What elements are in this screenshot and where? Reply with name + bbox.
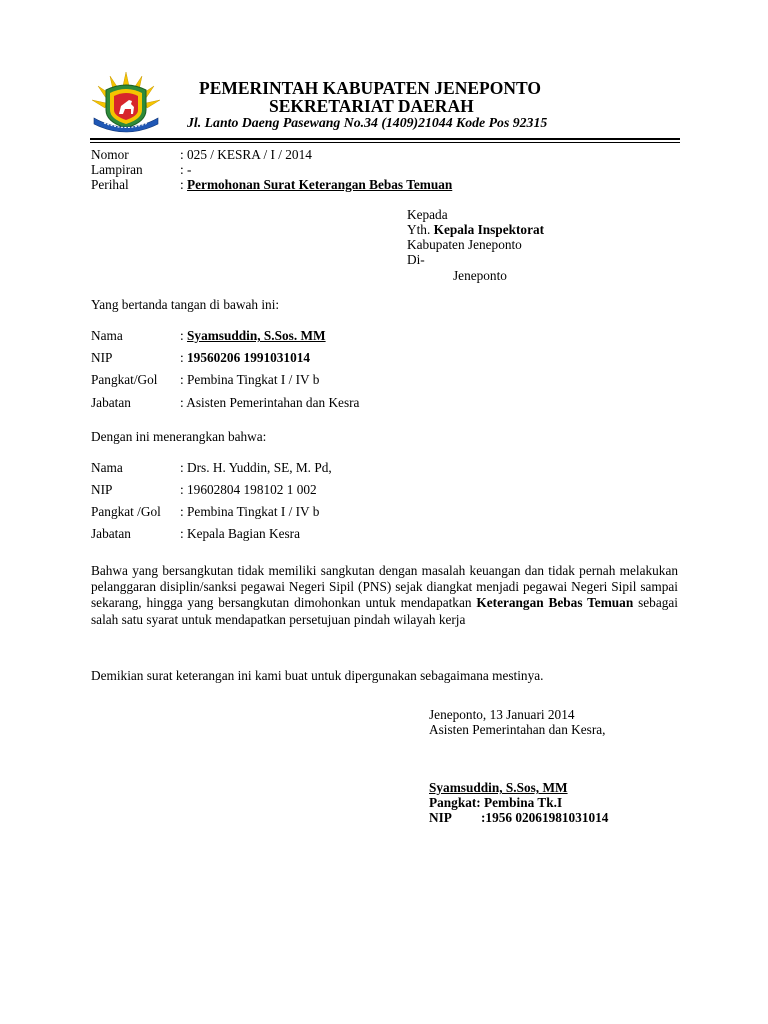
statement-intro: Dengan ini menerangkan bahwa: bbox=[91, 429, 267, 444]
meta-nomor-label: Nomor bbox=[91, 147, 129, 162]
letterhead-line1: PEMERINTAH KABUPATEN JENEPONTO bbox=[199, 78, 541, 98]
signer-nama-label: Nama bbox=[91, 328, 123, 343]
signature-nip-value: :1956 02061981031014 bbox=[481, 810, 609, 825]
subject-nama-label: Nama bbox=[91, 460, 123, 475]
subject-jabatan-value: : Kepala Bagian Kesra bbox=[180, 526, 300, 541]
signer-pangkat-value: : Pembina Tingkat I / IV b bbox=[180, 372, 320, 387]
meta-perihal-value: : Permohonan Surat Keterangan Bebas Temuan bbox=[180, 177, 453, 192]
signature-nip-label: NIP bbox=[429, 810, 452, 825]
recipient-di: Di- bbox=[407, 252, 425, 267]
recipient-city: Jeneponto bbox=[453, 268, 507, 283]
subject-nip-value: : 19602804 198102 1 002 bbox=[180, 482, 317, 497]
body-paragraph: Bahwa yang bersangkutan tidak memiliki sangkutan dengan masalah keuangan dan tidak pernah melakukan pelanggaran disiplin/sanksi pegawai Negeri Sipil (PNS) sejak diangkat menjadi pegawai Negeri Sipil sampai sekarang, hingga yang bersangkutan dimohonkan untuk mendapatkan Keterangan Bebas Temuan sebagai salah satu syarat untuk mendapatkan persetujuan pindah wilayah kerja bbox=[91, 563, 678, 627]
closing-sentence: Demikian surat keterangan ini kami buat untuk dipergunakan sebagaimana mestinya. bbox=[91, 668, 544, 683]
recipient-kepada: Kepada bbox=[407, 207, 448, 222]
letterhead-line2: SEKRETARIAT DAERAH bbox=[269, 96, 474, 116]
subject-pangkat-label: Pangkat /Gol bbox=[91, 504, 161, 519]
subject-nip-label: NIP bbox=[91, 482, 113, 497]
signature-position: Asisten Pemerintahan dan Kesra, bbox=[429, 722, 606, 737]
signature-name: Syamsuddin, S.Sos, MM bbox=[429, 780, 568, 795]
meta-perihal-label: Perihal bbox=[91, 177, 129, 192]
signer-jabatan-label: Jabatan bbox=[91, 395, 131, 410]
signer-pangkat-label: Pangkat/Gol bbox=[91, 372, 158, 387]
recipient-kabupaten: Kabupaten Jeneponto bbox=[407, 237, 522, 252]
signer-nama-value: : Syamsuddin, S.Sos. MM bbox=[180, 328, 326, 343]
subject-nama-value: : Drs. H. Yuddin, SE, M. Pd, bbox=[180, 460, 332, 475]
subject-pangkat-value: : Pembina Tingkat I / IV b bbox=[180, 504, 320, 519]
body-emphasis: Keterangan Bebas Temuan bbox=[476, 595, 634, 611]
signer-jabatan-value: : Asisten Pemerintahan dan Kesra bbox=[180, 395, 360, 410]
meta-lampiran-value: : - bbox=[180, 162, 192, 177]
signer-nip-label: NIP bbox=[91, 350, 113, 365]
signer-nip-value: : 19560206 1991031014 bbox=[180, 350, 311, 365]
letterhead-rule-thick bbox=[90, 138, 680, 140]
meta-lampiran-label: Lampiran bbox=[91, 162, 143, 177]
signature-rank: Pangkat: Pembina Tk.I bbox=[429, 795, 563, 810]
letterhead-address: Jl. Lanto Daeng Pasewang No.34 (1409)21044 Kode Pos 92315 bbox=[187, 115, 548, 130]
intro-text: Yang bertanda tangan di bawah ini: bbox=[91, 297, 280, 312]
letterhead-rule-thin bbox=[90, 142, 680, 143]
perihal-subject: Permohonan Surat Keterangan Bebas Temuan bbox=[187, 177, 453, 192]
jeneponto-regency-emblem-icon bbox=[90, 70, 162, 136]
meta-nomor-value: : 025 / KESRA / I / 2014 bbox=[180, 147, 312, 162]
signature-place-date: Jeneponto, 13 Januari 2014 bbox=[429, 707, 575, 722]
recipient-yth: Yth. Kepala Inspektorat bbox=[407, 222, 545, 237]
subject-jabatan-label: Jabatan bbox=[91, 526, 131, 541]
